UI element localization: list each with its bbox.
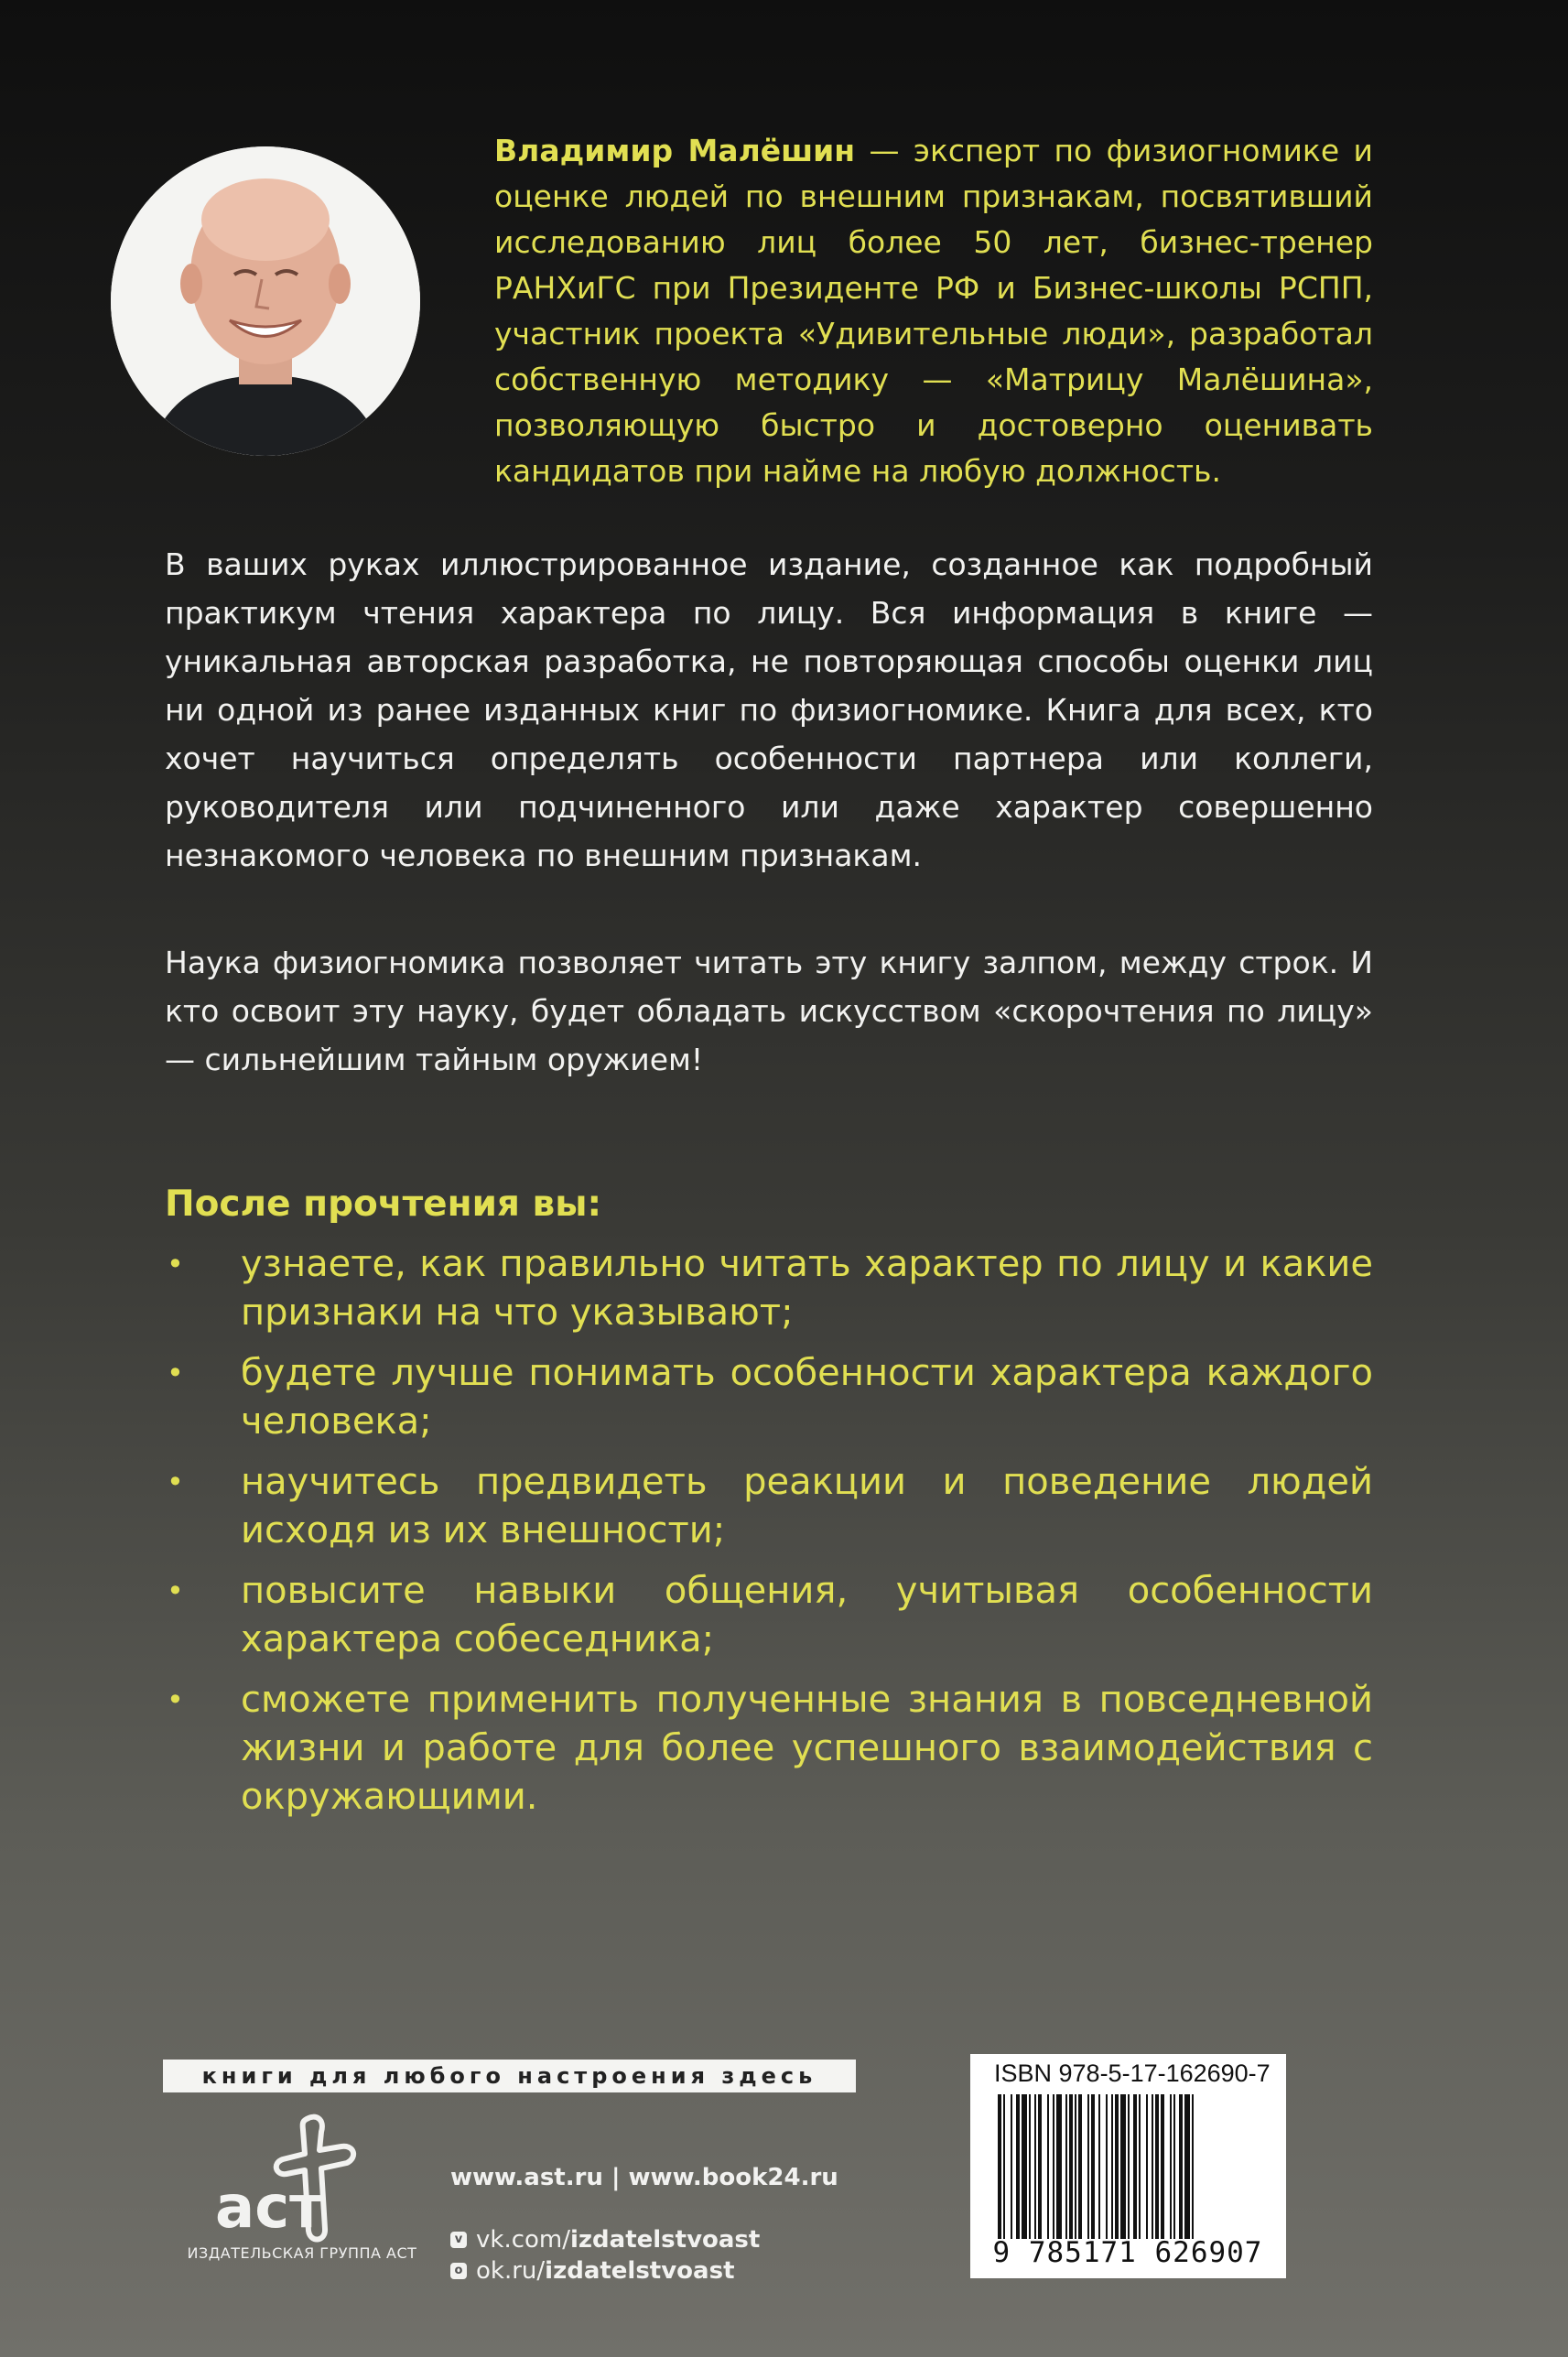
after-reading-title: После прочтения вы:	[165, 1184, 602, 1225]
barcode-bar	[1065, 2094, 1067, 2239]
benefits-list	[165, 1240, 1373, 1833]
barcode-bar	[1075, 2094, 1076, 2239]
barcode-bar	[1029, 2094, 1031, 2239]
list-item-text: узнаете, как правильно читать характер по лицу и какие признаки на что указывают;	[241, 1243, 1373, 1334]
barcode-bar	[1155, 2094, 1159, 2239]
barcode-bar	[1146, 2094, 1148, 2239]
barcode-bar	[1170, 2094, 1172, 2239]
barcode-bar	[1016, 2094, 1020, 2239]
ast-logo	[197, 2110, 398, 2247]
barcode-bar	[1133, 2094, 1137, 2239]
barcode-bar	[1179, 2094, 1183, 2239]
list-item-text: повысите навыки общения, учитывая особенности характера собеседника;	[241, 1570, 1373, 1660]
barcode-bar	[1173, 2094, 1175, 2239]
author-name: Владимир Малёшин	[494, 133, 856, 168]
publisher-name: ИЗДАТЕЛЬСКАЯ ГРУППА АСТ	[187, 2244, 417, 2262]
website-links[interactable]: www.ast.ru | www.book24.ru	[450, 2164, 838, 2191]
barcode-bar	[1091, 2094, 1095, 2239]
tagline-strip: книги для любого настроения здесь	[163, 2060, 856, 2092]
barcode-bar	[1152, 2094, 1153, 2239]
barcode-bar	[1069, 2094, 1073, 2239]
description-paragraph-2: Наука физиогномика позволяет читать эту книгу залпом, между строк. И кто освоит эту науку, будет обладать искусством «скорочтения по лицу» — сильнейшим тайным оружием!	[165, 945, 1373, 1077]
ast-logo-icon	[197, 2110, 398, 2247]
bullet-icon: •	[167, 1573, 184, 1608]
vk-prefix: vk.com/	[476, 2226, 570, 2254]
ok-handle: izdatelstvoast	[545, 2257, 735, 2285]
barcode-bar	[1111, 2094, 1113, 2239]
barcode-bar	[1038, 2094, 1042, 2239]
list-item-text: сможете применить полученные знания в повседневной жизни и работе для более успешного взаимодействия с окружающими.	[241, 1679, 1373, 1818]
barcode-bar	[1139, 2094, 1141, 2239]
list-item	[165, 1349, 1373, 1446]
barcode-bar	[998, 2094, 1001, 2239]
barcode-bar	[1022, 2094, 1027, 2239]
vk-handle: izdatelstvoast	[570, 2226, 761, 2254]
barcode-bar	[1047, 2094, 1049, 2239]
list-item	[165, 1458, 1373, 1555]
barcode-bar	[1192, 2094, 1194, 2239]
barcode-bar	[1120, 2094, 1126, 2239]
isbn-number: ISBN 978-5-17-162690-7	[994, 2060, 1271, 2087]
bullet-icon: •	[167, 1682, 184, 1717]
author-bio	[494, 128, 1373, 494]
bullet-icon: •	[167, 1356, 184, 1390]
barcode-bar	[1078, 2094, 1082, 2239]
barcode-digits: 9 785171 626907	[992, 2236, 1263, 2269]
barcode-bars	[996, 2094, 1261, 2239]
bullet-icon: •	[167, 1465, 184, 1499]
ok-icon: o	[450, 2263, 467, 2279]
isbn-barcode	[970, 2054, 1286, 2278]
barcode-bar	[1161, 2094, 1164, 2239]
ok-link[interactable]	[450, 2255, 838, 2287]
barcode-bar	[1106, 2094, 1108, 2239]
barcode-bar	[1098, 2094, 1100, 2239]
barcode-bar	[1053, 2094, 1054, 2239]
list-item	[165, 1567, 1373, 1664]
barcode-bar	[1184, 2094, 1190, 2239]
ok-prefix: ok.ru/	[476, 2257, 546, 2285]
author-bio-text: — эксперт по физиогномике и оценке людей по внешним признакам, посвятивший исследованию лиц более 50 лет, бизнес-тренер РАНХиГС при Президенте РФ и Бизнес-школы РСПП, участник проекта «Удивительные люди», разработал собственную методику — «Матрицу Малёшина», позволяющую быстро и достоверно оценивать кандидатов при найме на любую должность.	[494, 133, 1373, 489]
description-paragraph-1: В ваших руках иллюстрированное издание, созданное как подробный практикум чтения характера по лицу. Вся информация в книге — уникальная авторская разработка, не повторяющая способы оценки лиц ни одной из ранее изданных книг по физиогномике. Книга для всех, кто хочет научиться определять особенности партнера или коллеги, руководителя или подчиненного или даже характер совершенно незнакомого человека по внешним признакам.	[165, 546, 1373, 873]
barcode-bar	[1087, 2094, 1089, 2239]
list-item	[165, 1676, 1373, 1822]
list-item-text: будете лучше понимать особенности характера каждого человека;	[241, 1352, 1373, 1443]
list-item-text: научитесь предвидеть реакции и поведение людей исходя из их внешности;	[241, 1461, 1373, 1552]
vk-icon: v	[450, 2232, 467, 2248]
bullet-icon: •	[167, 1247, 184, 1281]
author-portrait-image	[111, 146, 420, 456]
barcode-bar	[1115, 2094, 1119, 2239]
barcode-bar	[1128, 2094, 1130, 2239]
vk-link[interactable]	[450, 2224, 838, 2255]
barcode-bar	[1034, 2094, 1036, 2239]
barcode-bar	[1056, 2094, 1062, 2239]
svg-text:аст: аст	[215, 2174, 324, 2242]
barcode-bar	[1011, 2094, 1012, 2239]
author-photo	[111, 146, 420, 456]
publisher-links	[450, 2164, 838, 2287]
list-item	[165, 1240, 1373, 1337]
barcode-bar	[1003, 2094, 1005, 2239]
